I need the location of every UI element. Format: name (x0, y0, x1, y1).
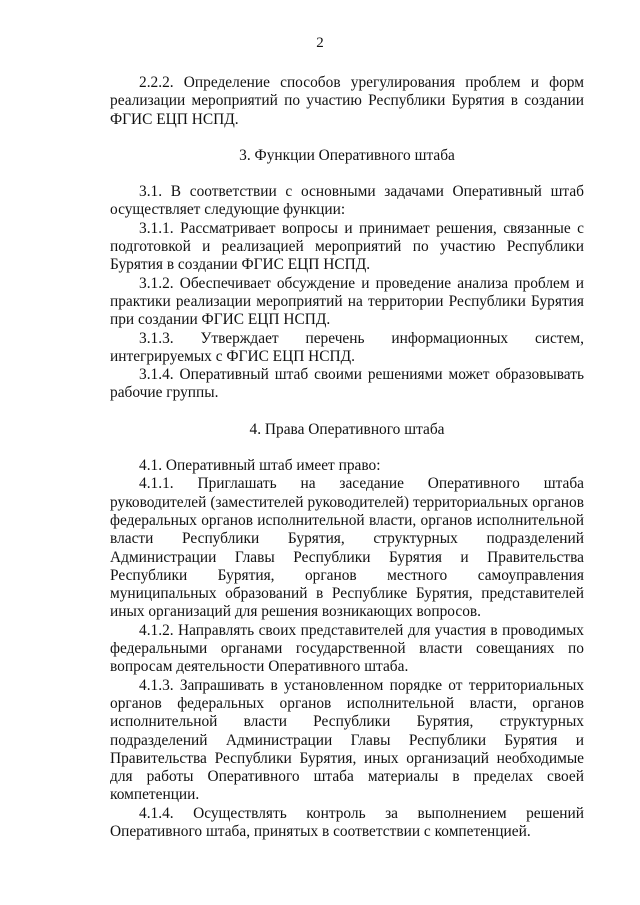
paragraph-4-1-1: 4.1.1. Приглашать на заседание Оперативного штаба руководителей (заместителей руководителей) территориальных органов федеральных органов исполнительной власти, органов исполнительной власти Республики Бурятия, структурных подразделений Администрации Главы Республики Бурятия и Правительства Республики Бурятия, органов местного самоуправления муниципальных образований в Республике Бурятия, представителей иных организаций для решения возникающих вопросов. (110, 475, 584, 621)
section-heading-rights: 4. Права Оперативного штаба (249, 420, 445, 438)
paragraph-4-1-3: 4.1.3. Запрашивать в установленном порядке от территориальных органов федеральных органов исполнительной власти, органов исполнительной власти Республики Бурятия, структурных подразделений Администрации Главы Республики Бурятия и Правительства Республики Бурятия, иных организаций необходимые для работы Оперативного штаба материалы в пределах своей компетенции. (110, 676, 584, 804)
page-number: 2 (316, 35, 324, 51)
paragraph-2-2-2: 2.2.2. Определение способов урегулирования проблем и форм реализации мероприятий по участию Республики Бурятия в создании ФГИС ЕЦП НСПД. (110, 74, 584, 128)
paragraph-4-1: 4.1. Оперативный штаб имеет право: (139, 457, 381, 475)
paragraph-3-1-1: 3.1.1. Рассматривает вопросы и принимает решения, связанные с подготовкой и реализацией мероприятий по участию Республики Бурятия в создании ФГИС ЕЦП НСПД. (110, 219, 584, 274)
paragraph-3-1-3: 3.1.3. Утверждает перечень информационных систем, интегрируемых с ФГИС ЕЦП НСПД. (110, 329, 584, 365)
paragraph-3-1: 3.1. В соответствии с основными задачами Оперативный штаб осуществляет следующие функции: (110, 183, 584, 219)
section-heading-functions: 3. Функции Оперативного штаба (239, 146, 455, 164)
paragraph-3-1-2: 3.1.2. Обеспечивает обсуждение и проведение анализа проблем и практики реализации мероприятий на территории Республики Бурятия при создании ФГИС ЕЦП НСПД. (110, 274, 584, 329)
paragraph-4-1-2: 4.1.2. Направлять своих представителей для участия в проводимых федеральными органами государственной власти совещаниях по вопросам деятельности Оперативного штаба. (110, 621, 584, 676)
document-body (110, 74, 584, 841)
paragraph-4-1-4: 4.1.4. Осуществлять контроль за выполнением решений Оперативного штаба, принятых в соответствии с компетенцией. (110, 804, 584, 840)
paragraph-3-1-4: 3.1.4. Оперативный штаб своими решениями может образовывать рабочие группы. (110, 366, 584, 402)
